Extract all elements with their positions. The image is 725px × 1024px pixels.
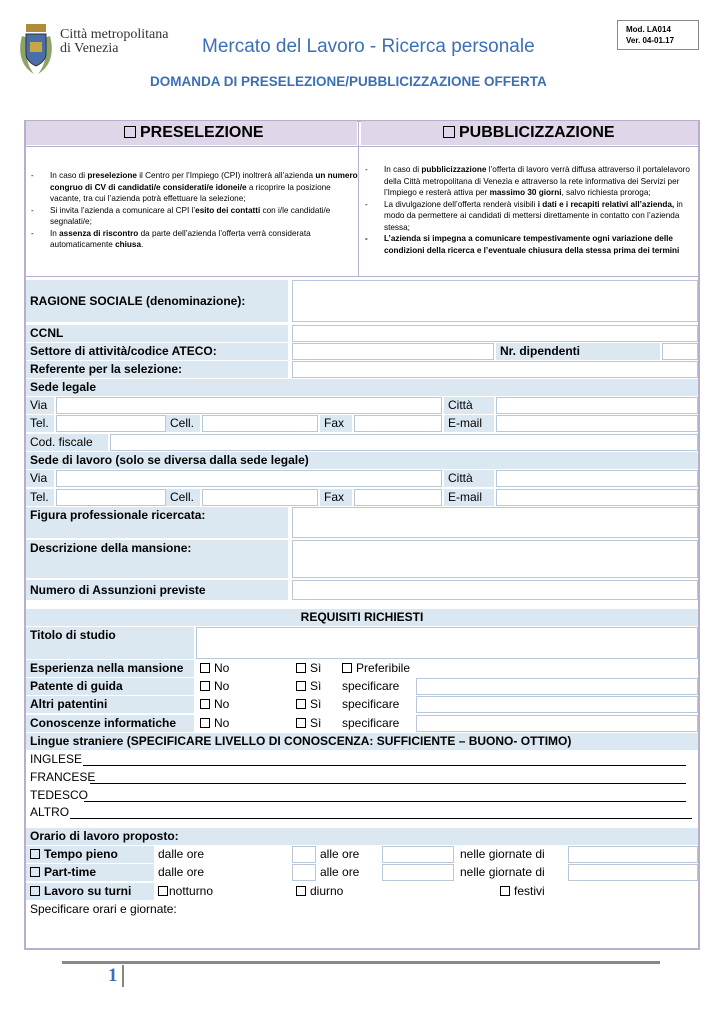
fax-lavoro-label: Fax (320, 489, 352, 506)
fax-label: Fax (320, 415, 352, 432)
tp-dalle-input[interactable] (292, 846, 316, 863)
tel-input[interactable] (56, 415, 166, 432)
cod-fiscale-input[interactable] (110, 434, 698, 451)
tp-giornate-input[interactable] (568, 846, 698, 863)
page-subtitle: DOMANDA DI PRESELEZIONE/PUBBLICIZZAZIONE OFFERTA (150, 74, 547, 89)
patente-no-checkbox[interactable] (200, 681, 210, 691)
cod-fiscale-label: Cod. fiscale (26, 434, 108, 451)
sede-legale-label: Sede legale (26, 379, 698, 396)
titolo-studio-label: Titolo di studio (26, 627, 194, 659)
pt-alle-label: alle ore (320, 865, 360, 879)
module-number: Mod. LA014 (626, 25, 671, 34)
titolo-studio-input[interactable] (196, 627, 698, 659)
pre-note-1: - In caso di preselezione il Centro per l’Impiego (CPI) inoltrerà all’azienda un numero congruo di CV di candidati/e considerati/e idonei/e a ricoprire la posizione vacante, tra cui l’azienda potrà effettuare la selezione; (28, 170, 358, 205)
page-title: Mercato del Lavoro - Ricerca personale (202, 36, 535, 57)
page-number: 1 (108, 965, 118, 986)
settore-label: Settore di attività/codice ATECO: (26, 343, 288, 360)
email-lavoro-label: E-mail (444, 489, 494, 506)
conoscenze-specificare-label: specificare (342, 716, 400, 730)
descrizione-input[interactable] (292, 540, 698, 578)
pt-alle-input[interactable] (382, 864, 454, 881)
pub-note-2: - La divulgazione dell’offerta renderà visibili i dati e i recapiti relativi all’azienda, in modo da permettere ai candidati di mettersi direttamente in contatto con l’azienda stessa; (362, 199, 698, 234)
tel-lavoro-label: Tel. (26, 489, 54, 506)
tp-alle-label: alle ore (320, 847, 360, 861)
tp-dalle-label: dalle ore (158, 847, 205, 861)
preselezione-option[interactable] (26, 121, 357, 145)
conoscenze-no-checkbox[interactable] (200, 718, 210, 728)
conoscenze-label: Conoscenze informatiche (26, 715, 194, 732)
via-lavoro-label: Via (26, 470, 54, 487)
altri-patentini-label: Altri patentini (26, 696, 194, 713)
tel-lavoro-input[interactable] (56, 489, 166, 506)
esperienza-preferibile[interactable]: Preferibile (342, 660, 410, 677)
altri-specificare-input[interactable] (416, 696, 698, 713)
inglese-label: INGLESE (30, 752, 83, 766)
via-lavoro-input[interactable] (56, 470, 442, 487)
conoscenze-si[interactable]: Sì (296, 715, 321, 732)
diurno-checkbox[interactable] (296, 886, 306, 896)
sede-lavoro-label: Sede di lavoro (solo se diversa dalla sede legale) (26, 452, 698, 469)
patente-label: Patente di guida (26, 678, 194, 695)
tel-label: Tel. (26, 415, 54, 432)
referente-input[interactable] (292, 361, 698, 378)
altri-specificare-label: specificare (342, 697, 400, 711)
cell-lavoro-label: Cell. (166, 489, 200, 506)
pt-giornate-input[interactable] (568, 864, 698, 881)
pubblicizzazione-label: PUBBLICIZZAZIONE (459, 124, 615, 141)
nr-dipendenti-label: Nr. dipendenti (496, 343, 660, 360)
altri-no[interactable]: No (200, 696, 229, 713)
orario-label: Orario di lavoro proposto: (26, 828, 698, 845)
pubblicizzazione-option[interactable] (361, 121, 698, 145)
part-time-checkbox[interactable] (30, 867, 40, 877)
coat-of-arms-logo (16, 20, 56, 78)
inglese-line[interactable] (83, 765, 686, 766)
pt-dalle-label: dalle ore (158, 865, 205, 879)
referente-label: Referente per la selezione: (26, 361, 288, 378)
ccnl-input[interactable] (292, 325, 698, 342)
module-code (617, 20, 699, 50)
diurno-option[interactable]: diurno (296, 883, 343, 900)
notes-divider (26, 276, 698, 277)
esperienza-no[interactable]: No (200, 660, 229, 677)
page-number-divider (122, 965, 124, 987)
part-time-option[interactable]: Part-time (26, 864, 154, 881)
pub-note-1: - In caso di pubblicizzazione l’offerta di lavoro verrà diffusa attraverso il portalelavoro della Città metropolitana di Venezia e attraverso la rete informativa dei Servizi per l’Impiego e resterà attiva per massimo 30 giorni, salvo richiesta proroga; (362, 164, 698, 199)
ragione-sociale-label: RAGIONE SOCIALE (denominazione): (26, 280, 288, 322)
fax-lavoro-input[interactable] (354, 489, 442, 506)
nr-dipendenti-input[interactable] (662, 343, 698, 360)
tempo-pieno-option[interactable]: Tempo pieno (26, 846, 154, 863)
preselezione-notes (28, 170, 358, 251)
via-label: Via (26, 397, 54, 414)
descrizione-label: Descrizione della mansione: (26, 540, 288, 578)
conoscenze-no[interactable]: No (200, 715, 229, 732)
email-lavoro-input[interactable] (496, 489, 698, 506)
column-divider (358, 121, 359, 276)
notturno-checkbox[interactable] (158, 886, 168, 896)
altro-line[interactable] (70, 818, 692, 819)
figura-input[interactable] (292, 507, 698, 538)
pt-dalle-input[interactable] (292, 864, 316, 881)
esperienza-label: Esperienza nella mansione (26, 660, 194, 677)
patente-specificare-label: specificare (342, 679, 400, 693)
module-version: Ver. 04-01.17 (626, 36, 675, 45)
email-label: E-mail (444, 415, 494, 432)
ragione-sociale-input[interactable] (292, 280, 698, 322)
patente-si-checkbox[interactable] (296, 681, 306, 691)
altri-si-checkbox[interactable] (296, 699, 306, 709)
fax-input[interactable] (354, 415, 442, 432)
citta-lavoro-label: Città (444, 470, 494, 487)
header-divider (26, 146, 698, 147)
pre-note-2: - Si invita l’azienda a comunicare al CPI l’esito dei contatti con i/le candidati/e segnalati/e; (28, 205, 358, 228)
patente-si[interactable]: Sì (296, 678, 321, 695)
org-name-line2: di Venezia (60, 41, 119, 56)
patente-specificare-input[interactable] (416, 678, 698, 695)
francese-line[interactable] (90, 783, 686, 784)
email-input[interactable] (496, 415, 698, 432)
pre-note-3: - In assenza di riscontro da parte dell’azienda l’offerta verrà considerata automaticamente chiusa. (28, 228, 358, 251)
specificare-orari-label: Specificare orari e giornate: (30, 902, 177, 916)
conoscenze-specificare-input[interactable] (416, 715, 698, 732)
altro-label: ALTRO (30, 805, 70, 819)
altri-no-checkbox[interactable] (200, 699, 210, 709)
requisiti-header: REQUISITI RICHIESTI (26, 609, 698, 626)
cell-lavoro-input[interactable] (202, 489, 318, 506)
tp-giornate-label: nelle giornate di (460, 847, 545, 861)
preselezione-checkbox[interactable] (124, 126, 136, 138)
specificare-orari-input[interactable] (26, 919, 698, 948)
conoscenze-si-checkbox[interactable] (296, 718, 306, 728)
footer-line (62, 961, 660, 964)
notturno-option[interactable]: notturno (158, 883, 213, 900)
turni-checkbox[interactable] (30, 886, 40, 896)
citta-input[interactable] (496, 397, 698, 414)
pub-note-3: - L’azienda si impegna a comunicare tempestivamente ogni variazione delle condizioni della ricerca e l’eventuale chiusura della stessa prima dei termini (362, 233, 698, 256)
numero-assunzioni-label: Numero di Assunzioni previste (26, 580, 288, 600)
lingue-label: Lingue straniere (SPECIFICARE LIVELLO DI CONOSCENZA: SUFFICIENTE – BUONO- OTTIMO) (26, 733, 698, 750)
via-input[interactable] (56, 397, 442, 414)
festivi-option[interactable]: festivi (500, 883, 545, 900)
tempo-pieno-checkbox[interactable] (30, 849, 40, 859)
cell-input[interactable] (202, 415, 318, 432)
figura-label: Figura professionale ricercata: (26, 507, 288, 538)
esperienza-no-checkbox[interactable] (200, 663, 210, 673)
esperienza-si-checkbox[interactable] (296, 663, 306, 673)
tedesco-line[interactable] (84, 801, 686, 802)
pubblicizzazione-checkbox[interactable] (443, 126, 455, 138)
settore-input[interactable] (292, 343, 494, 360)
preselezione-label: PRESELEZIONE (140, 124, 264, 141)
turni-option[interactable]: Lavoro su turni (26, 883, 154, 900)
francese-label: FRANCESE (30, 770, 96, 784)
patente-no[interactable]: No (200, 678, 229, 695)
pt-giornate-label: nelle giornate di (460, 865, 545, 879)
citta-lavoro-input[interactable] (496, 470, 698, 487)
tp-alle-input[interactable] (382, 846, 454, 863)
esperienza-preferibile-checkbox[interactable] (342, 663, 352, 673)
numero-assunzioni-input[interactable] (292, 580, 698, 600)
esperienza-si[interactable]: Sì (296, 660, 321, 677)
org-name (60, 28, 168, 56)
cell-label: Cell. (166, 415, 200, 432)
ccnl-label: CCNL (26, 325, 288, 342)
festivi-checkbox[interactable] (500, 886, 510, 896)
tedesco-label: TEDESCO (30, 788, 89, 802)
altri-si[interactable]: Sì (296, 696, 321, 713)
citta-label: Città (444, 397, 494, 414)
org-name-line1: Città metropolitana (60, 27, 169, 42)
pubblicizzazione-notes (362, 164, 698, 256)
